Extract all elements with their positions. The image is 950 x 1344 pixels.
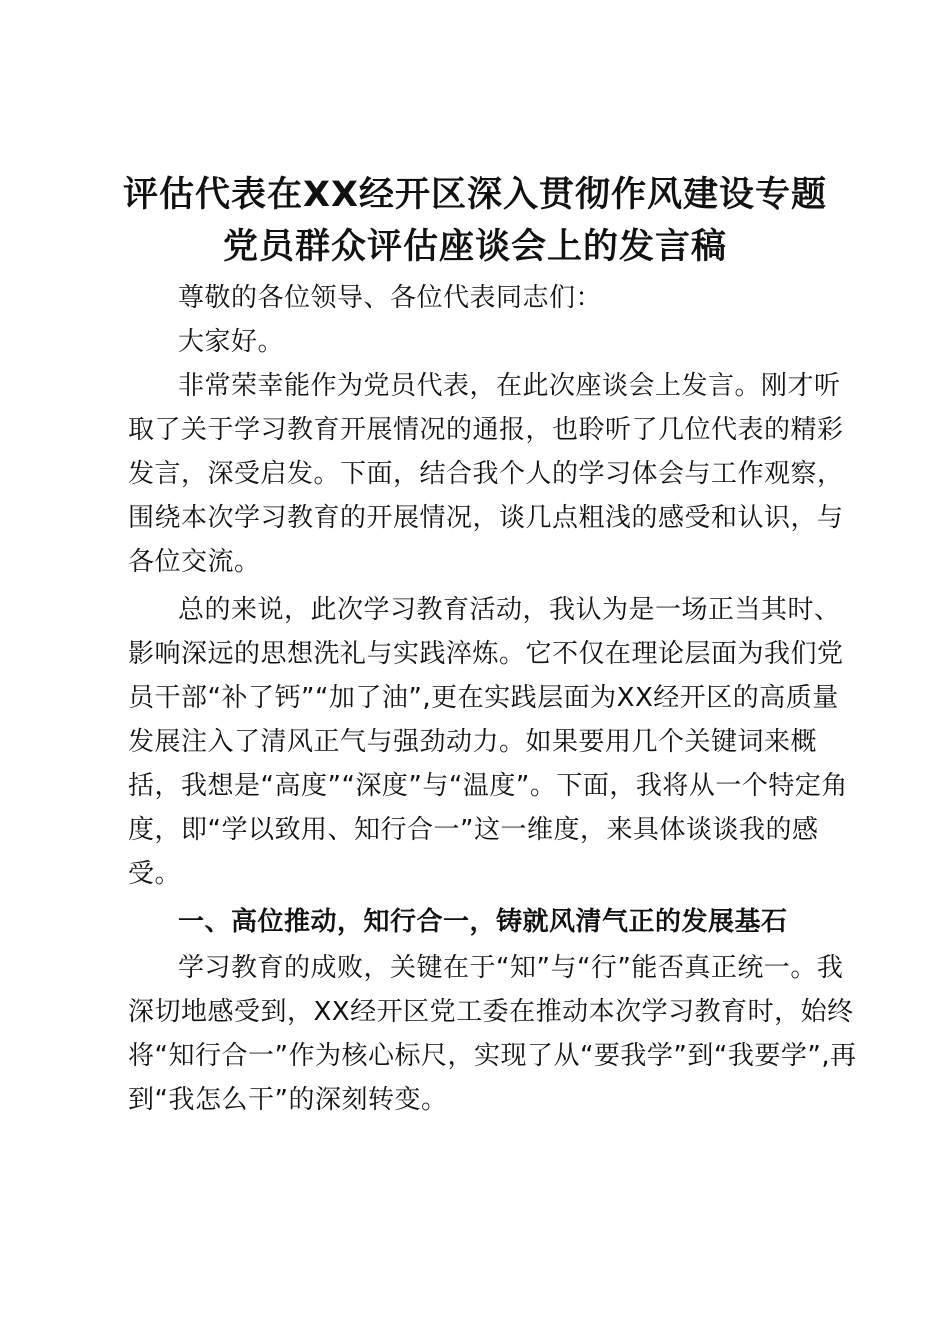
paragraph-1-line: 发言，深受启发。下面，结合我个人的学习体会与工作观察， bbox=[128, 459, 844, 489]
paragraph-2-line: 受。 bbox=[128, 859, 182, 889]
paragraph-3-line: 学习教育的成败，关键在于“知”与“行”能否真正统一。我 bbox=[178, 953, 844, 983]
paragraph-1-line: 取了关于学习教育开展情况的通报，也聆听了几位代表的精彩 bbox=[128, 415, 844, 445]
paragraph-1-line: 非常荣幸能作为党员代表，在此次座谈会上发言。刚才听 bbox=[178, 371, 841, 401]
greeting: 大家好。 bbox=[178, 327, 285, 357]
salutation: 尊敬的各位领导、各位代表同志们： bbox=[178, 283, 603, 313]
paragraph-2-line: 影响深远的思想洗礼与实践淬炼。它不仅在理论层面为我们党 bbox=[128, 639, 844, 669]
paragraph-1-line: 围绕本次学习教育的开展情况，谈几点粗浅的感受和认识，与 bbox=[128, 503, 844, 533]
paragraph-2-line: 总的来说，此次学习教育活动，我认为是一场正当其时、 bbox=[178, 595, 841, 625]
paragraph-3-line: 将“知行合一”作为核心标尺，实现了从“要我学”到“我要学”,再 bbox=[128, 1041, 857, 1071]
paragraph-3-line: 深切地感受到，XX经开区党工委在推动本次学习教育时，始终 bbox=[128, 997, 854, 1027]
paragraph-2-line: 发展注入了清风正气与强劲动力。如果要用几个关键词来概 bbox=[128, 727, 818, 757]
document-title-line-2: 党员群众评估座谈会上的发言稿 bbox=[222, 227, 727, 267]
paragraph-2-line: 员干部“补了钙”“加了油”,更在实践层面为XX经开区的高质量 bbox=[128, 683, 839, 713]
paragraph-3-line: 到“我怎么干”的深刻转变。 bbox=[128, 1085, 448, 1115]
paragraph-1-line: 各位交流。 bbox=[128, 547, 261, 577]
paragraph-2-line: 度，即“学以致用、知行合一”这一维度，来具体谈谈我的感 bbox=[128, 815, 819, 845]
section-heading-1: 一、高位推动，知行合一，铸就风清气正的发展基石 bbox=[178, 907, 788, 937]
paragraph-2-line: 括，我想是“高度”“深度”与“温度”。下面，我将从一个特定角 bbox=[128, 771, 848, 801]
document-title-line-1: 评估代表在XX经开区深入贯彻作风建设专题 bbox=[123, 175, 827, 215]
